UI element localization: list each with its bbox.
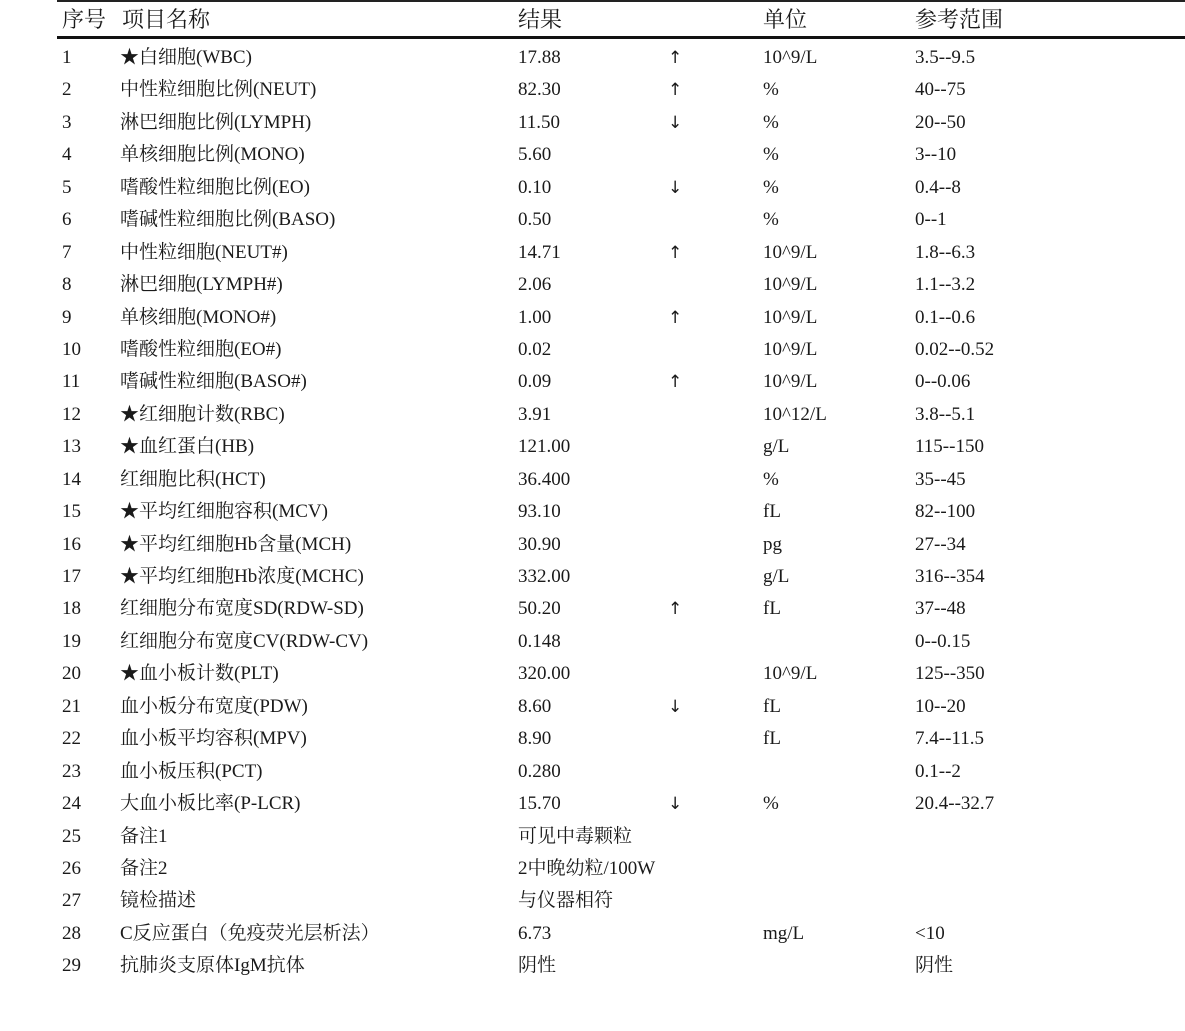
unit: % — [763, 111, 779, 133]
table-row — [0, 204, 1185, 236]
result-value: 0.09 — [518, 371, 552, 393]
row-number: 17 — [62, 566, 81, 587]
table-row — [0, 658, 1185, 690]
item-name: ★血红蛋白(HB) — [120, 436, 255, 458]
table-row — [0, 788, 1185, 820]
reference-range: 0--1 — [915, 209, 947, 231]
result-value: 14.71 — [518, 241, 561, 263]
result-value: 36.400 — [518, 468, 571, 490]
table-row — [0, 334, 1185, 366]
row-number: 15 — [62, 501, 81, 523]
reference-range: 20.4--32.7 — [915, 793, 995, 815]
row-number: 9 — [62, 306, 72, 328]
item-name: 嗜酸性粒细胞(EO#) — [120, 338, 282, 360]
item-name: 中性粒细胞比例(NEUT) — [120, 79, 317, 101]
result-value: 5.60 — [518, 144, 552, 166]
reference-range: 82--100 — [915, 501, 976, 523]
item-name: 备注2 — [120, 857, 168, 879]
row-number: 21 — [62, 695, 81, 717]
result-value: 2.06 — [518, 274, 552, 296]
item-name: ★平均红细胞Hb浓度(MCHC) — [120, 566, 364, 587]
table-row — [0, 399, 1185, 431]
row-number: 26 — [62, 857, 81, 879]
abnormal-flag-arrow: ↓ — [668, 112, 683, 133]
table-header — [0, 4, 1185, 36]
reference-range: 125--350 — [915, 663, 985, 685]
header-item-name: 项目名称 — [122, 7, 211, 32]
result-value: 17.88 — [518, 47, 561, 68]
item-name: 淋巴细胞比例(LYMPH) — [120, 111, 312, 133]
reference-range: 10--20 — [915, 695, 966, 717]
row-number: 24 — [62, 793, 81, 815]
reference-range: 3.5--9.5 — [915, 47, 976, 68]
table-row — [0, 626, 1185, 658]
item-name: 红细胞分布宽度CV(RDW-CV) — [120, 630, 369, 652]
table-row — [0, 366, 1185, 398]
reference-range: 0--0.15 — [915, 630, 971, 652]
abnormal-flag-arrow: ↓ — [668, 177, 683, 198]
unit: 10^9/L — [763, 47, 818, 68]
row-number: 28 — [62, 922, 81, 944]
abnormal-flag-arrow: ↑ — [668, 48, 683, 68]
row-number: 27 — [62, 890, 81, 912]
reference-range: 阴性 — [915, 955, 954, 977]
table-row — [0, 42, 1185, 74]
unit: fL — [763, 501, 781, 523]
row-number: 14 — [62, 468, 81, 490]
result-value: 0.02 — [518, 338, 552, 360]
table-row — [0, 561, 1185, 593]
result-value: 阴性 — [518, 955, 557, 977]
unit: 10^9/L — [763, 306, 818, 328]
reference-range: 27--34 — [915, 533, 966, 555]
results-table — [0, 42, 1185, 983]
item-name: 血小板压积(PCT) — [120, 760, 263, 782]
row-number: 1 — [62, 47, 72, 68]
table-row — [0, 723, 1185, 755]
result-value: 0.10 — [518, 176, 552, 198]
row-number: 11 — [62, 371, 81, 393]
row-number: 23 — [62, 760, 81, 782]
unit: g/L — [763, 566, 790, 587]
item-name: 备注1 — [120, 825, 168, 847]
row-number: 29 — [62, 955, 81, 977]
header-reference-range: 参考范围 — [915, 7, 1004, 32]
result-value: 3.91 — [518, 403, 552, 425]
result-value: 30.90 — [518, 533, 561, 555]
item-name: 淋巴细胞(LYMPH#) — [120, 274, 283, 296]
unit: 10^9/L — [763, 274, 818, 296]
item-name: 血小板分布宽度(PDW) — [120, 695, 308, 717]
result-value: 2中晚幼粒/100W — [518, 857, 656, 879]
reference-range: 37--48 — [915, 598, 966, 620]
unit: % — [763, 144, 779, 166]
item-name: 单核细胞比例(MONO) — [120, 144, 305, 166]
result-value: 可见中毒颗粒 — [518, 825, 633, 847]
unit: g/L — [763, 436, 790, 458]
top-rule — [57, 0, 1185, 2]
unit: % — [763, 79, 779, 101]
table-row — [0, 918, 1185, 950]
abnormal-flag-arrow: ↑ — [668, 599, 683, 620]
unit: 10^9/L — [763, 338, 818, 360]
abnormal-flag-arrow: ↓ — [668, 696, 683, 717]
reference-range: 1.1--3.2 — [915, 274, 976, 296]
table-row — [0, 821, 1185, 853]
item-name: 血小板平均容积(MPV) — [120, 728, 307, 750]
result-value: 332.00 — [518, 566, 571, 587]
item-name: 红细胞分布宽度SD(RDW-SD) — [120, 598, 364, 620]
unit: 10^9/L — [763, 663, 818, 685]
row-number: 13 — [62, 436, 81, 458]
item-name: 红细胞比积(HCT) — [120, 468, 266, 490]
table-row — [0, 756, 1185, 788]
table-row — [0, 237, 1185, 269]
reference-range: <10 — [915, 922, 945, 944]
reference-range: 115--150 — [915, 436, 984, 458]
result-value: 8.90 — [518, 728, 552, 750]
table-row — [0, 139, 1185, 171]
unit: fL — [763, 598, 781, 620]
unit: % — [763, 468, 779, 490]
row-number: 25 — [62, 825, 81, 847]
item-name: 镜检描述 — [120, 890, 197, 912]
item-name: 大血小板比率(P-LCR) — [120, 793, 301, 815]
reference-range: 20--50 — [915, 111, 966, 133]
item-name: C反应蛋白（免疫荧光层析法） — [120, 922, 380, 944]
row-number: 16 — [62, 533, 81, 555]
result-value: 93.10 — [518, 501, 561, 523]
reference-range: 3.8--5.1 — [915, 403, 976, 425]
table-row — [0, 269, 1185, 301]
item-name: 嗜碱性粒细胞(BASO#) — [120, 371, 307, 393]
result-value: 0.50 — [518, 209, 552, 231]
reference-range: 0.1--2 — [915, 760, 961, 782]
table-row — [0, 74, 1185, 106]
item-name: 单核细胞(MONO#) — [120, 306, 277, 328]
table-row — [0, 593, 1185, 625]
result-value: 50.20 — [518, 598, 561, 620]
header-rule — [57, 36, 1185, 39]
reference-range: 0.1--0.6 — [915, 306, 976, 328]
table-row — [0, 464, 1185, 496]
result-value: 0.148 — [518, 630, 561, 652]
abnormal-flag-arrow: ↑ — [668, 372, 683, 393]
item-name: ★平均红细胞容积(MCV) — [120, 501, 328, 523]
table-row — [0, 885, 1185, 917]
row-number: 22 — [62, 728, 81, 750]
unit: % — [763, 793, 779, 815]
result-value: 1.00 — [518, 306, 552, 328]
row-number: 6 — [62, 209, 72, 231]
unit: fL — [763, 728, 781, 750]
item-name: ★血小板计数(PLT) — [120, 663, 279, 685]
reference-range: 0.4--8 — [915, 176, 961, 198]
unit: % — [763, 209, 779, 231]
result-value: 8.60 — [518, 695, 552, 717]
row-number: 18 — [62, 598, 81, 620]
reference-range: 3--10 — [915, 144, 957, 166]
row-number: 20 — [62, 663, 81, 685]
unit: mg/L — [763, 922, 805, 944]
table-row — [0, 529, 1185, 561]
row-number: 7 — [62, 241, 72, 263]
unit: fL — [763, 695, 781, 717]
result-value: 0.280 — [518, 760, 561, 782]
abnormal-flag-arrow: ↑ — [668, 242, 683, 263]
row-number: 10 — [62, 338, 81, 360]
result-value: 121.00 — [518, 436, 571, 458]
reference-range: 35--45 — [915, 468, 966, 490]
reference-range: 0--0.06 — [915, 371, 971, 393]
table-row — [0, 853, 1185, 885]
result-value: 320.00 — [518, 663, 571, 685]
row-number: 5 — [62, 176, 72, 198]
reference-range: 40--75 — [915, 79, 966, 101]
row-number: 4 — [62, 144, 72, 166]
item-name: 中性粒细胞(NEUT#) — [120, 241, 288, 263]
result-value: 82.30 — [518, 79, 561, 101]
row-number: 3 — [62, 111, 72, 133]
result-value: 6.73 — [518, 922, 552, 944]
result-value: 11.50 — [518, 111, 561, 133]
row-number: 12 — [62, 403, 81, 425]
table-row — [0, 172, 1185, 204]
result-value: 15.70 — [518, 793, 561, 815]
header-index: 序号 — [62, 7, 107, 32]
abnormal-flag-arrow: ↓ — [668, 794, 683, 815]
table-row — [0, 950, 1185, 982]
unit: 10^12/L — [763, 403, 827, 425]
table-row — [0, 107, 1185, 139]
table-row — [0, 302, 1185, 334]
row-number: 2 — [62, 79, 72, 101]
header-result: 结果 — [518, 7, 563, 32]
unit: pg — [763, 533, 782, 555]
reference-range: 0.02--0.52 — [915, 338, 995, 360]
table-row — [0, 496, 1185, 528]
item-name: 抗肺炎支原体IgM抗体 — [120, 955, 305, 977]
unit: 10^9/L — [763, 371, 818, 393]
item-name: 嗜碱性粒细胞比例(BASO) — [120, 209, 336, 231]
row-number: 8 — [62, 274, 72, 296]
item-name: 嗜酸性粒细胞比例(EO) — [120, 176, 310, 198]
item-name: ★白细胞(WBC) — [120, 47, 252, 68]
item-name: ★红细胞计数(RBC) — [120, 403, 285, 425]
header-unit: 单位 — [763, 7, 808, 32]
abnormal-flag-arrow: ↑ — [668, 80, 683, 101]
reference-range: 316--354 — [915, 566, 985, 587]
table-row — [0, 431, 1185, 463]
abnormal-flag-arrow: ↑ — [668, 307, 683, 328]
result-value: 与仪器相符 — [518, 890, 614, 912]
reference-range: 7.4--11.5 — [915, 728, 984, 750]
table-row — [0, 691, 1185, 723]
reference-range: 1.8--6.3 — [915, 241, 976, 263]
unit: 10^9/L — [763, 241, 818, 263]
unit: % — [763, 176, 779, 198]
row-number: 19 — [62, 630, 81, 652]
item-name: ★平均红细胞Hb含量(MCH) — [120, 533, 352, 555]
